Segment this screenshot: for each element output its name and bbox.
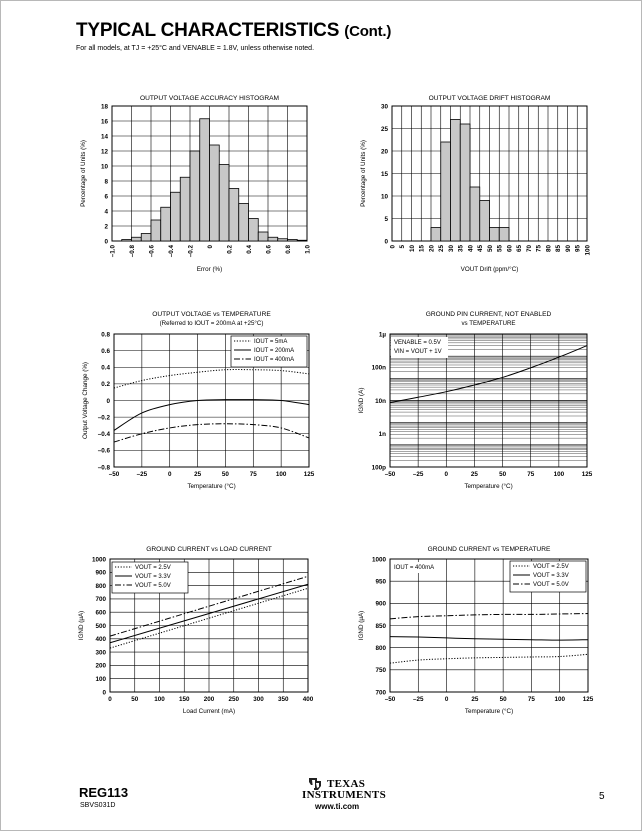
x-tick-label: –0.2 bbox=[187, 245, 195, 258]
chart-ground-current-vs-load-current bbox=[72, 543, 322, 743]
y-tick-label: 600 bbox=[95, 609, 106, 617]
y-tick-label: 0 bbox=[104, 238, 108, 246]
histogram-bar bbox=[180, 177, 190, 241]
y-tick-label: 950 bbox=[375, 578, 386, 586]
histogram-bar bbox=[151, 220, 161, 241]
histogram-bar bbox=[122, 240, 132, 242]
histogram-bar bbox=[239, 204, 249, 242]
ti-logo bbox=[302, 775, 400, 815]
x-tick-label: –1.0 bbox=[109, 245, 117, 258]
x-tick-label: 35 bbox=[457, 245, 465, 253]
bars bbox=[431, 120, 509, 242]
y-tick-label: 0.8 bbox=[101, 331, 110, 339]
x-tick-label: 125 bbox=[581, 471, 593, 478]
x-tick-label: –50 bbox=[108, 471, 120, 478]
x-tick-label: 30 bbox=[447, 245, 455, 253]
y-tick-label: 16 bbox=[100, 118, 108, 126]
x-tick-label: 100 bbox=[554, 696, 565, 703]
x-tick-label: 75 bbox=[249, 471, 257, 478]
x-tick-label: –0.8 bbox=[128, 245, 136, 258]
y-tick-label: 100p bbox=[371, 464, 386, 472]
y-tick-label: 25 bbox=[380, 125, 388, 133]
legend bbox=[112, 562, 188, 593]
y-tick-label: 1000 bbox=[91, 556, 106, 564]
footer-doc-number: SBVS031D bbox=[80, 802, 116, 809]
x-tick-label: 50 bbox=[486, 245, 494, 253]
x-tick-label: 400 bbox=[302, 696, 314, 703]
histogram-bar bbox=[200, 119, 210, 241]
x-tick-label: 10 bbox=[408, 245, 416, 253]
annotation-text: VIN = VOUT + 1V bbox=[394, 349, 442, 355]
x-tick-label: 0.6 bbox=[265, 245, 273, 254]
chart-svg bbox=[352, 543, 602, 743]
x-tick-label: –50 bbox=[384, 696, 396, 703]
x-tick-label: –25 bbox=[412, 471, 424, 478]
x-axis-label: Load Current (mA) bbox=[182, 708, 236, 715]
y-axis-label: IGND (µA) bbox=[78, 610, 85, 641]
annotations bbox=[391, 337, 448, 358]
x-tick-label: 55 bbox=[496, 245, 504, 253]
x-tick-label: 15 bbox=[418, 245, 426, 253]
x-axis-label: VOUT Drift (ppm/°C) bbox=[460, 266, 519, 273]
y-axis-label: Percentage of Units (%) bbox=[80, 140, 87, 207]
y-tick-label: 1000 bbox=[371, 556, 386, 564]
series-line bbox=[114, 400, 309, 431]
y-tick-label: 10n bbox=[375, 397, 386, 405]
x-tick-label: 0 bbox=[167, 471, 172, 478]
histogram-bar bbox=[470, 187, 480, 241]
histogram-bar bbox=[219, 165, 229, 242]
y-tick-label: 0 bbox=[384, 238, 388, 246]
legend bbox=[510, 561, 586, 592]
legend-label: VOUT = 5.0V bbox=[135, 583, 171, 589]
footer-part-number: REG113 bbox=[79, 785, 129, 800]
y-tick-label: 100 bbox=[95, 676, 106, 683]
y-tick-label: 900 bbox=[95, 569, 106, 577]
x-tick-label: 50 bbox=[499, 471, 507, 478]
y-tick-label: –0.8 bbox=[97, 464, 110, 472]
y-tick-label: 5 bbox=[384, 215, 388, 223]
x-tick-label: 0.4 bbox=[245, 245, 253, 254]
chart-svg bbox=[72, 543, 322, 743]
y-tick-label: 400 bbox=[95, 636, 106, 644]
chart-title: OUTPUT VOLTAGE vs TEMPERATURE bbox=[152, 311, 271, 318]
histogram-bar bbox=[297, 240, 307, 241]
x-tick-label: 100 bbox=[584, 245, 592, 256]
x-tick-label: –0.6 bbox=[148, 245, 156, 258]
annotations bbox=[391, 562, 437, 573]
x-tick-label: 80 bbox=[545, 245, 553, 253]
x-tick-label: 90 bbox=[564, 245, 572, 253]
x-axis-label: Error (%) bbox=[196, 266, 223, 273]
x-tick-label: 300 bbox=[253, 696, 264, 703]
x-tick-label: 0.8 bbox=[284, 245, 292, 254]
histogram-bar bbox=[278, 239, 288, 241]
y-axis-label: Output Voltage Change (%) bbox=[82, 361, 89, 440]
y-tick-label: 900 bbox=[375, 600, 386, 608]
histogram-bar bbox=[480, 201, 490, 242]
x-tick-label: 350 bbox=[277, 696, 289, 703]
y-tick-label: 800 bbox=[375, 644, 386, 652]
x-tick-label: 100 bbox=[553, 471, 565, 478]
y-tick-label: 850 bbox=[375, 622, 386, 630]
y-tick-label: –0.6 bbox=[97, 447, 110, 455]
y-tick-label: 12 bbox=[100, 148, 108, 156]
x-tick-label: 100 bbox=[275, 471, 287, 478]
y-tick-label: 0 bbox=[102, 689, 106, 697]
x-tick-label: 100 bbox=[154, 696, 165, 703]
x-tick-label: 45 bbox=[477, 245, 485, 253]
y-tick-label: 10 bbox=[100, 163, 108, 171]
x-tick-label: 0 bbox=[389, 245, 397, 249]
series-line bbox=[390, 614, 588, 619]
x-axis-label: Temperature (°C) bbox=[464, 483, 513, 490]
x-tick-label: –50 bbox=[384, 471, 396, 478]
bars bbox=[122, 119, 307, 241]
y-tick-label: 100n bbox=[371, 364, 386, 372]
y-tick-label: 2 bbox=[104, 223, 108, 231]
y-tick-label: 1µ bbox=[378, 331, 386, 339]
y-tick-label: 10 bbox=[380, 193, 388, 201]
y-tick-label: 6 bbox=[104, 193, 108, 201]
y-axis-label: IGND (A) bbox=[358, 387, 365, 414]
chart-svg bbox=[72, 308, 322, 508]
y-tick-label: 700 bbox=[375, 689, 386, 697]
x-tick-label: 150 bbox=[178, 696, 190, 703]
x-tick-label: 25 bbox=[470, 471, 478, 478]
y-tick-label: 1n bbox=[378, 431, 386, 439]
y-tick-label: 14 bbox=[100, 133, 108, 141]
x-tick-label: 125 bbox=[303, 471, 315, 478]
page-subtitle: For all models, at TJ = +25°C and VENABLE = 1.8V, unless otherwise noted. bbox=[76, 45, 315, 52]
x-tick-label: 85 bbox=[555, 245, 563, 253]
y-tick-label: 0.2 bbox=[101, 381, 110, 389]
chart-output-voltage-vs-temperature bbox=[72, 308, 322, 508]
y-tick-label: 500 bbox=[95, 622, 106, 630]
chart-svg bbox=[352, 308, 602, 508]
chart-output-voltage-accuracy-histogram bbox=[72, 92, 322, 292]
histogram-bar bbox=[171, 192, 181, 241]
chart-title: GROUND CURRENT vs TEMPERATURE bbox=[427, 546, 551, 553]
series-line bbox=[114, 370, 309, 389]
legend-label: VOUT = 5.0V bbox=[533, 582, 569, 588]
x-tick-label: 5 bbox=[399, 245, 407, 249]
page-title-text: TYPICAL CHARACTERISTICS bbox=[76, 20, 340, 41]
series-lines bbox=[390, 614, 588, 664]
y-tick-label: 300 bbox=[95, 649, 106, 657]
histogram-bar bbox=[288, 240, 298, 242]
footer-url: www.ti.com bbox=[315, 802, 360, 811]
x-tick-label: 50 bbox=[221, 471, 229, 478]
chart-output-voltage-drift-histogram bbox=[352, 92, 602, 292]
chart-ground-pin-current-not-enabled bbox=[352, 308, 602, 508]
legend-label: VOUT = 3.3V bbox=[135, 574, 171, 580]
x-tick-label: 75 bbox=[527, 696, 535, 703]
x-tick-label: 0 bbox=[108, 696, 112, 703]
x-tick-label: 60 bbox=[506, 245, 514, 253]
x-tick-label: 0 bbox=[444, 471, 449, 478]
x-tick-label: 250 bbox=[228, 696, 240, 703]
legend-label: VOUT = 2.5V bbox=[135, 565, 171, 571]
y-tick-label: –0.2 bbox=[97, 414, 110, 422]
x-tick-label: 0.2 bbox=[226, 245, 234, 254]
histogram-bar bbox=[249, 219, 259, 242]
x-tick-label: 0 bbox=[206, 245, 214, 249]
histogram-bar bbox=[441, 142, 451, 241]
x-axis-label: Temperature (°C) bbox=[187, 483, 236, 490]
y-tick-label: 800 bbox=[95, 582, 106, 590]
y-tick-label: 20 bbox=[380, 148, 388, 156]
x-tick-label: 75 bbox=[535, 245, 543, 253]
y-tick-label: 8 bbox=[104, 178, 108, 186]
x-tick-label: 40 bbox=[467, 245, 475, 253]
histogram-bar bbox=[210, 145, 220, 241]
x-tick-label: 75 bbox=[527, 471, 535, 478]
x-tick-label: 65 bbox=[516, 245, 524, 253]
x-tick-label: 200 bbox=[203, 696, 215, 703]
y-tick-label: 15 bbox=[380, 170, 388, 178]
histogram-bar bbox=[132, 237, 142, 241]
x-tick-label: 50 bbox=[499, 696, 507, 703]
page-title bbox=[76, 20, 391, 42]
y-tick-label: 700 bbox=[95, 596, 106, 604]
chart-title: OUTPUT VOLTAGE ACCURACY HISTOGRAM bbox=[140, 95, 279, 102]
histogram-bar bbox=[499, 228, 509, 242]
y-axis-label: IGND (µA) bbox=[358, 610, 365, 641]
y-tick-label: 18 bbox=[100, 103, 108, 111]
chart-subtitle: vs TEMPERATURE bbox=[461, 320, 516, 327]
histogram-bar bbox=[190, 151, 200, 241]
y-tick-label: 30 bbox=[380, 103, 388, 111]
histogram-bar bbox=[451, 120, 461, 242]
y-tick-label: –0.4 bbox=[97, 431, 110, 439]
legend-label: IOUT = 400mA bbox=[254, 357, 295, 363]
series-line bbox=[390, 654, 588, 663]
chart-title: OUTPUT VOLTAGE DRIFT HISTOGRAM bbox=[428, 95, 551, 102]
chart-title: GROUND PIN CURRENT, NOT ENABLED bbox=[425, 311, 552, 318]
x-axis-label: Temperature (°C) bbox=[464, 708, 514, 715]
chart-subtitle: (Referred to IOUT = 200mA at +25°C) bbox=[159, 320, 264, 327]
x-tick-label: –0.4 bbox=[167, 245, 175, 258]
x-tick-label: 0 bbox=[444, 696, 449, 703]
chart-title: GROUND CURRENT vs LOAD CURRENT bbox=[146, 546, 272, 553]
histogram-bar bbox=[460, 124, 470, 241]
x-tick-label: –25 bbox=[413, 696, 424, 703]
x-tick-label: 25 bbox=[194, 471, 202, 478]
histogram-bar bbox=[161, 207, 171, 241]
legend-label: VOUT = 2.5V bbox=[533, 564, 569, 570]
x-tick-label: –25 bbox=[136, 471, 148, 478]
x-tick-label: 1.0 bbox=[304, 245, 312, 254]
chart-svg bbox=[72, 92, 322, 292]
legend-label: IOUT = 200mA bbox=[254, 348, 295, 354]
legend-label: VOUT = 3.3V bbox=[533, 573, 569, 579]
histogram-bar bbox=[490, 228, 500, 242]
x-tick-label: 25 bbox=[471, 696, 479, 703]
y-tick-label: 200 bbox=[95, 662, 106, 670]
chart-ground-current-vs-temperature bbox=[352, 543, 602, 743]
page-title-cont: (Cont.) bbox=[344, 23, 392, 40]
annotation-text: VENABLE = 0.5V bbox=[394, 340, 441, 346]
legend bbox=[231, 336, 307, 367]
y-tick-label: 0 bbox=[106, 397, 110, 405]
histogram-bar bbox=[431, 228, 441, 242]
x-tick-label: 70 bbox=[525, 245, 533, 253]
y-tick-label: 0.6 bbox=[101, 347, 110, 355]
histogram-bar bbox=[268, 237, 278, 241]
x-tick-label: 20 bbox=[428, 245, 436, 253]
chart-svg bbox=[352, 92, 602, 292]
page-number: 5 bbox=[599, 791, 605, 802]
histogram-bar bbox=[258, 232, 268, 241]
x-tick-label: 50 bbox=[131, 696, 139, 703]
y-tick-label: 4 bbox=[104, 208, 108, 216]
x-tick-label: 95 bbox=[574, 245, 582, 253]
x-tick-label: 25 bbox=[438, 245, 446, 253]
x-tick-label: 125 bbox=[582, 696, 594, 703]
histogram-bar bbox=[229, 189, 239, 242]
series-line bbox=[390, 637, 588, 641]
y-tick-label: 750 bbox=[375, 667, 386, 675]
ti-brand-line2: INSTRUMENTS bbox=[302, 789, 386, 801]
series-line bbox=[114, 424, 309, 442]
series-lines bbox=[114, 370, 309, 443]
annotation-text: IOUT = 400mA bbox=[394, 565, 435, 571]
y-tick-label: 0.4 bbox=[101, 364, 110, 372]
histogram-bar bbox=[141, 234, 151, 242]
legend-label: IOUT = 5mA bbox=[254, 339, 288, 345]
ti-brand-line1: TEXAS bbox=[327, 778, 366, 790]
y-axis-label: Percentage of Units (%) bbox=[360, 140, 367, 207]
